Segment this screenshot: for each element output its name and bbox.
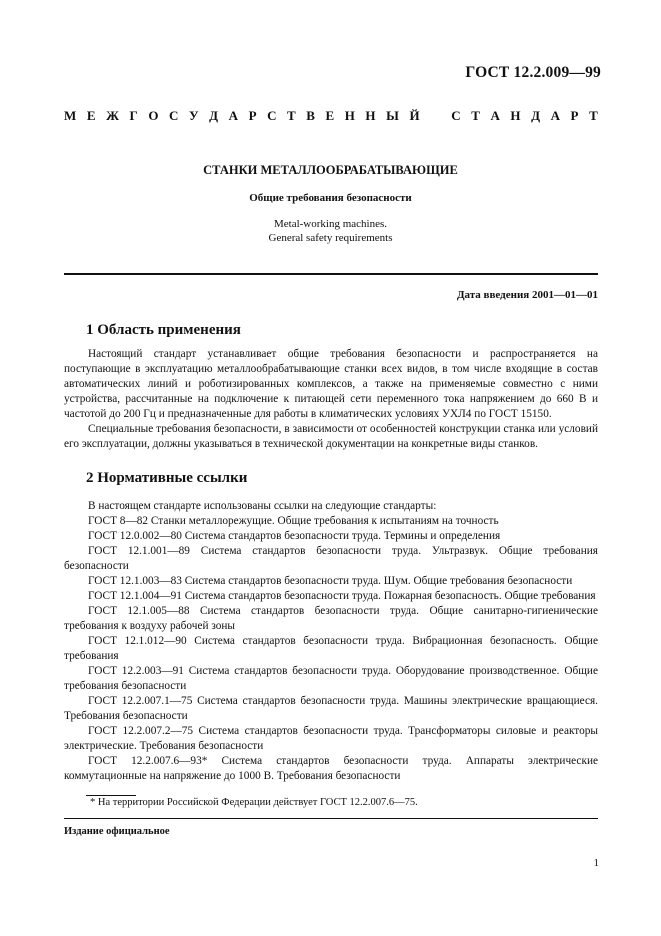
banner-letter: С	[267, 108, 277, 123]
banner-letter: Т	[589, 108, 598, 123]
reference-item: ГОСТ 12.1.005—88 Система стандартов безопасности труда. Общие санитарно-гигиенические требования к воздуху рабочей зоны	[64, 605, 598, 632]
section-1-heading: 1 Область применения	[86, 322, 241, 338]
banner-letter: С	[169, 108, 179, 123]
footnote-divider	[86, 795, 136, 796]
reference-item: ГОСТ 12.2.003—91 Система стандартов безопасности труда. Оборудование производственное. Общие требования безопасности	[64, 665, 598, 692]
reference-item: ГОСТ 12.0.002—80 Система стандартов безопасности труда. Термины и определения	[88, 530, 501, 542]
banner-letter: С	[451, 108, 461, 123]
banner-letter: Е	[86, 108, 96, 123]
footnote: * На территории Российской Федерации действует ГОСТ 12.2.007.6—75.	[90, 797, 418, 808]
reference-item: ГОСТ 12.1.012—90 Система стандартов безопасности труда. Вибрационная безопасность. Общие требования	[64, 635, 598, 662]
banner-letter: Н	[510, 108, 521, 123]
document-subtitle: Общие требования безопасности	[249, 192, 412, 204]
section-1-body	[64, 347, 598, 452]
banner-letter: А	[550, 108, 560, 123]
reference-item: ГОСТ 12.1.001—89 Система стандартов безопасности труда. Ультразвук. Общие требования безопасности	[64, 545, 598, 572]
introduction-date: Дата введения 2001—01—01	[456, 289, 598, 301]
edition-divider	[64, 818, 598, 819]
banner-letter: А	[490, 108, 500, 123]
banner-letter: Ы	[386, 108, 399, 123]
english-title-line-1: Metal-working machines.	[273, 218, 388, 230]
edition-label: Издание официальное	[64, 826, 170, 837]
title-divider	[64, 273, 598, 275]
banner-letter: Р	[570, 108, 579, 123]
paragraph: Специальные требования безопасности, в зависимости от особенностей конструкции станка или условий его эксплуатации, должны указываться в технической документации на конкретные виды станков.	[64, 423, 598, 450]
banner-letter: А	[228, 108, 238, 123]
reference-item: ГОСТ 12.1.004—91 Система стандартов безопасности труда. Пожарная безопасность. Общие требования	[88, 590, 596, 602]
reference-item: ГОСТ 8—82 Станки металлорежущие. Общие требования к испытаниям на точность	[88, 515, 499, 527]
page-number: 1	[593, 857, 599, 869]
reference-item: ГОСТ 12.2.007.6—93* Система стандартов безопасности труда. Аппараты электрические коммутационные на напряжение до 1000 В. Требования безопасности	[64, 755, 598, 782]
document-title: СТАНКИ МЕТАЛЛООБРАБАТЫВАЮЩИЕ	[203, 163, 458, 177]
interstate-standard-banner	[64, 108, 598, 124]
banner-letter: В	[306, 108, 315, 123]
banner-letter: Р	[248, 108, 257, 123]
document-number: ГОСТ 12.2.009—99	[465, 64, 601, 81]
banner-letter: М	[64, 108, 77, 123]
banner-letter: Ж	[106, 108, 119, 123]
banner-letter: У	[188, 108, 199, 123]
section-2-body	[64, 499, 598, 784]
banner-letter: Т	[287, 108, 296, 123]
banner-letter: Д	[209, 108, 219, 123]
banner-letter: О	[148, 108, 159, 123]
section-2-heading: 2 Нормативные ссылки	[86, 470, 248, 486]
banner-letter: Т	[471, 108, 480, 123]
paragraph: Настоящий стандарт устанавливает общие требования безопасности и распространяется на поступающие в эксплуатацию металлообрабатывающие станки всех видов, в том числе входящие в состав автоматических линий и роботизированных комплексов, а также на применяемые совместно с ними устройства, рассчитанные на подключение к питающей сети переменного тока напряжением до 660 В и частотой до 200 Гц и предназначенные для работы в климатических условиях УХЛ4 по ГОСТ 15150.	[64, 348, 598, 420]
paragraph: В настоящем стандарте использованы ссылки на следующие стандарты:	[88, 500, 437, 512]
reference-item: ГОСТ 12.2.007.2—75 Система стандартов безопасности труда. Трансформаторы силовые и реакторы электрические. Требования безопасности	[64, 725, 598, 752]
banner-letter: Е	[325, 108, 335, 123]
banner-letter: Н	[365, 108, 376, 123]
reference-item: ГОСТ 12.1.003—83 Система стандартов безопасности труда. Шум. Общие требования безопасности	[88, 575, 573, 587]
english-title-line-2: General safety requirements	[268, 232, 393, 244]
banner-letter: Й	[409, 108, 420, 123]
banner-letter: Д	[531, 108, 541, 123]
banner-letter: Н	[344, 108, 355, 123]
reference-item: ГОСТ 12.2.007.1—75 Система стандартов безопасности труда. Машины электрические вращающиеся. Требования безопасности	[64, 695, 598, 722]
banner-letter: Г	[129, 108, 138, 123]
